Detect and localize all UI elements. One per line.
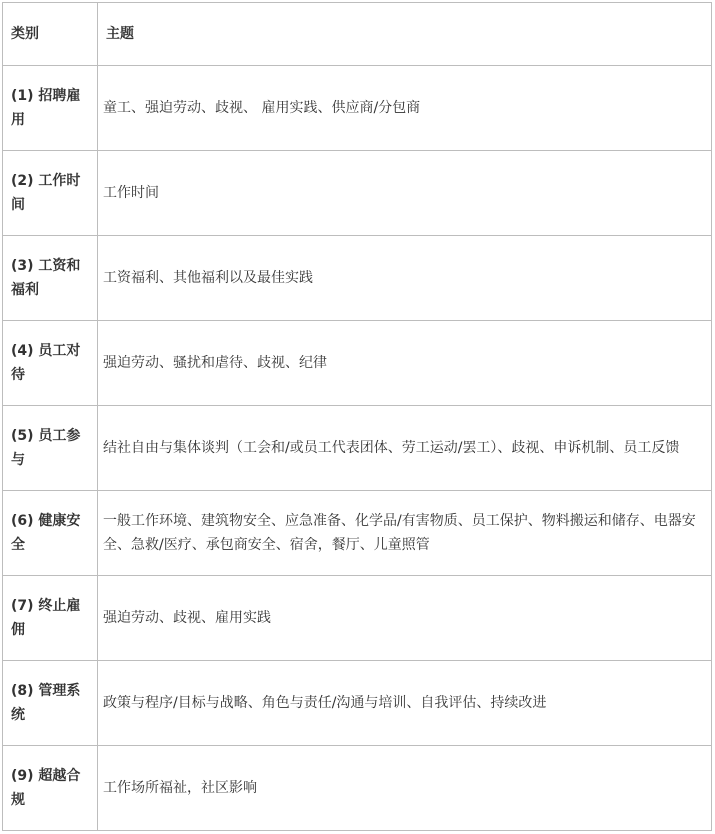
row-category: (1) 招聘雇用 — [3, 66, 98, 151]
table-row — [3, 576, 712, 661]
row-category: (7) 终止雇佣 — [3, 576, 98, 661]
table-row — [3, 66, 712, 151]
category-topic-table — [2, 2, 712, 831]
row-category: (2) 工作时间 — [3, 151, 98, 236]
table-row — [3, 746, 712, 831]
header-topic: 主题 — [98, 3, 712, 66]
table-row — [3, 661, 712, 746]
row-topic: 一般工作环境、建筑物安全、应急准备、化学品/有害物质、员工保护、物料搬运和储存、电器安全、急救/医疗、承包商安全、宿舍，餐厅、儿童照管 — [98, 491, 712, 576]
table-row — [3, 236, 712, 321]
table-row — [3, 406, 712, 491]
table-row — [3, 321, 712, 406]
row-topic: 童工、强迫劳动、歧视、 雇用实践、供应商/分包商 — [98, 66, 712, 151]
row-topic: 工资福利、其他福利以及最佳实践 — [98, 236, 712, 321]
row-category: (6) 健康安全 — [3, 491, 98, 576]
row-topic: 工作场所福祉，社区影响 — [98, 746, 712, 831]
row-category: (3) 工资和福利 — [3, 236, 98, 321]
row-topic: 强迫劳动、歧视、雇用实践 — [98, 576, 712, 661]
row-category: (4) 员工对待 — [3, 321, 98, 406]
row-category: (9) 超越合规 — [3, 746, 98, 831]
table-row — [3, 151, 712, 236]
table-row — [3, 491, 712, 576]
row-topic: 结社自由与集体谈判（工会和/或员工代表团体、劳工运动/罢工）、歧视、申诉机制、员工反馈 — [98, 406, 712, 491]
row-topic: 强迫劳动、骚扰和虐待、歧视、纪律 — [98, 321, 712, 406]
row-category: (5) 员工参与 — [3, 406, 98, 491]
table-header-row — [3, 3, 712, 66]
row-category: (8) 管理系统 — [3, 661, 98, 746]
row-topic: 政策与程序/目标与战略、角色与责任/沟通与培训、自我评估、持续改进 — [98, 661, 712, 746]
row-topic: 工作时间 — [98, 151, 712, 236]
header-category: 类别 — [3, 3, 98, 66]
